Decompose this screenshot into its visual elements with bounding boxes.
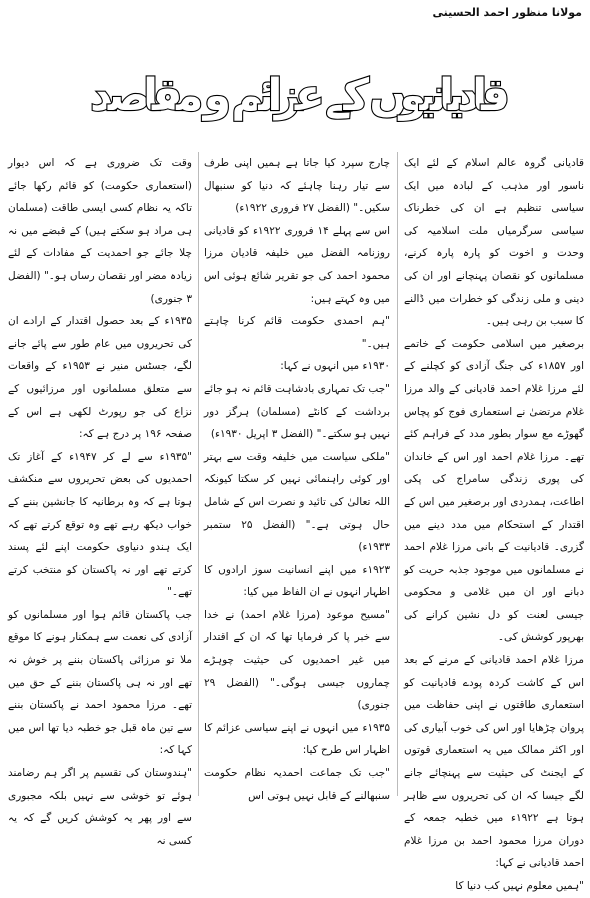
headline-text: قادیانیوں کے عزائم و مقاصد [90, 70, 510, 121]
column-2 [204, 152, 390, 802]
paragraph: جب پاکستان قائم ہوا اور مسلمانوں کو آزادی کی نعمت سے ہمکنار ہونے کا موقع ملا تو مرزائی پاکستان بننے پر خوش نہ تھے اور نہ ہی پاکستان بننے کے حق میں تھے۔ مرزا محمود احمد نے پاکستان بننے سے تین ماہ قبل جو خطبہ دیا تھا اس میں کہا کہ: [8, 608, 192, 757]
paragraph: "۱۹۳۵ء سے لے کر ۱۹۴۷ء کے آغاز تک احمدیوں کی بعض تحریروں سے منکشف ہوتا ہے کہ وہ برطانیہ کا جانشین بننے کے خواب دیکھ رہے تھے وہ توقع کرتے تھے کہ ایک ہندو دنیاوی حکومت اپنے لئے پسند کرتے تھے اور نہ پاکستان کو منتخب کرتے تھے۔" [8, 450, 192, 599]
headline [80, 52, 520, 132]
paragraph: "ملکی سیاست میں خلیفہ وقت سے بہتر اور کوئی راہنمائی نہیں کر سکتا کیونکہ اللہ تعالیٰ کی تائید و نصرت اس کے شامل حال ہوتی ہے۔" (الفضل ۲۵ ستمبر ۱۹۳۳ء) [204, 450, 390, 554]
paragraph: "مسیح موعود (مرزا غلام احمد) نے خدا سے خبر پا کر فرمایا تھا کہ ان کے اقتدار میں غیر احمدیوں کی حیثیت چوہڑے چماروں جیسی ہوگی۔" (الفضل ۲۹ جنوری) [204, 608, 390, 712]
paragraph: "ہمیں معلوم نہیں کب دنیا کا [455, 880, 584, 892]
column-1 [404, 152, 585, 892]
paragraph: ۱۹۳۵ء کے بعد حصول اقتدار کے ارادے ان کی تحریروں میں عام طور سے پائے جانے لگے، جسٹس منیر نے ۱۹۵۳ء کے واقعات سے متعلق مسلمانوں اور مرزائیوں کے نزاع کی جو رپورٹ لکھی ہے اس کے صفحہ ۱۹۶ پر درج ہے کہ: [8, 315, 193, 441]
paragraph: وقت تک ضروری ہے کہ اس دیوار (استعماری حکومت) کو قائم رکھا جائے تاکہ یہ نظام کسی ایسی طاقت (مسلمان ہی مراد ہو سکتے ہیں) کے قبضے میں نہ چلا جائے جو احمدیت کے مفادات کے لئے زیادہ مضر اور نقصان رساں ہو۔" (الفضل ۳ جنوری) [8, 157, 192, 305]
column-3 [8, 152, 193, 847]
paragraph: "جب تک تمہاری بادشاہت قائم نہ ہو جائے برداشت کے کانٹے (مسلمان) ہرگز دور نہیں ہو سکتے۔" (الفضل ۳ اپریل ۱۹۳۰ء) [204, 382, 390, 441]
paragraph: ۱۹۳۵ء میں انہوں نے اپنے سیاسی عزائم کا اظہار اس طرح کیا: [204, 721, 390, 757]
column-divider [397, 152, 398, 796]
paragraph: برصغیر میں اسلامی حکومت کے خاتمے اور ۱۸۵۷ء کی جنگ آزادی کو کچلنے کے لئے مرزا غلام احمد قادیانی کے والد مرزا غلام مرتضیٰ نے استعماری فوج کو پچاس گھوڑے مع سوار بطور مدد کے فراہم کئے تھے۔ مرزا غلام احمد اور اس کے خاندان کی پوری زندگی سامراج کی پکی اطاعت، ہمدردی اور برصغیر میں اس کے اقتدار کے استحکام میں مدد دینے میں گزری۔ قادیانیت کے بانی مرزا غلام احمد نے مسلمانوں میں موجود جذبہ حریت کو دبانے اور ان میں غلامی و محکومی جیسی لعنت کو دل نشین کرانے کی بھرپور کوشش کی۔ [404, 337, 585, 644]
paragraph: قادیانی گروہ عالم اسلام کے لئے ایک ناسور اور مذہب کے لبادہ میں ایک سیاسی تنظیم ہے ان کی خطرناک سیاسی سرگرمیاں ملت اسلامیہ کی وحدت و اخوت کو پارہ پارہ کرنے، مسلمانوں کو نقصان پہنچانے اور ان کی دینی و ملی زندگی کو خطرات میں ڈالنے کا سبب بن رہی ہیں۔ [404, 157, 584, 328]
column-divider [198, 152, 199, 796]
paragraph: مرزا غلام احمد قادیانی کے مرنے کے بعد اس کے کاشت کردہ پودے قادیانیت کو استعماری طاقتوں نے اپنی حفاظت میں پروان چڑھایا اور اس کی خوب آبیاری کی اور اکثر ممالک میں یہ استعماری قوتوں کے ایجنٹ کی حیثیت سے پہنچائے جانے لگے جیسا کہ ان کی تحریروں سے ظاہر ہوتا ہے ۱۹۲۲ء میں خطبہ جمعہ کے دوران مرزا محمود احمد بن مرزا غلام احمد قادیانی نے کہا: [404, 654, 584, 870]
paragraph: "جب تک جماعت احمدیہ نظام حکومت سنبھالنے کے قابل نہیں ہوتی اس [204, 767, 390, 802]
paragraph: "ہم احمدی حکومت قائم کرنا چاہتے ہیں۔" [204, 315, 390, 350]
author-byline: مولانا منظور احمد الحسینی [432, 6, 582, 19]
paragraph: ۱۹۲۳ء میں اپنے انسانیت سوز ارادوں کا اظہار انہوں نے ان الفاظ میں کیا: [204, 563, 390, 599]
paragraph: ۱۹۳۰ء میں انہوں نے کہا: [280, 360, 390, 373]
paragraph: اس سے پہلے ۱۴ فروری ۱۹۲۲ء کو قادیانی روزنامہ الفضل میں خلیفہ قادیان مرزا محمود احمد کی جو تقریر شائع ہوئی اس میں وہ کہتے ہیں: [204, 224, 390, 305]
paragraph: "ہندوستان کی تقسیم پر اگر ہم رضامند ہوئے تو خوشی سے نہیں بلکہ مجبوری سے اور پھر یہ کوشش کریں گے کہ یہ کسی نہ [8, 767, 192, 847]
headline-calligraphy [80, 52, 520, 132]
paragraph: چارج سپرد کیا جاتا ہے ہمیں اپنی طرف سے تیار رہنا چاہئے کہ دنیا کو سنبھال سکیں۔" (الفضل ۲۷ فروری ۱۹۲۲ء) [204, 157, 390, 215]
